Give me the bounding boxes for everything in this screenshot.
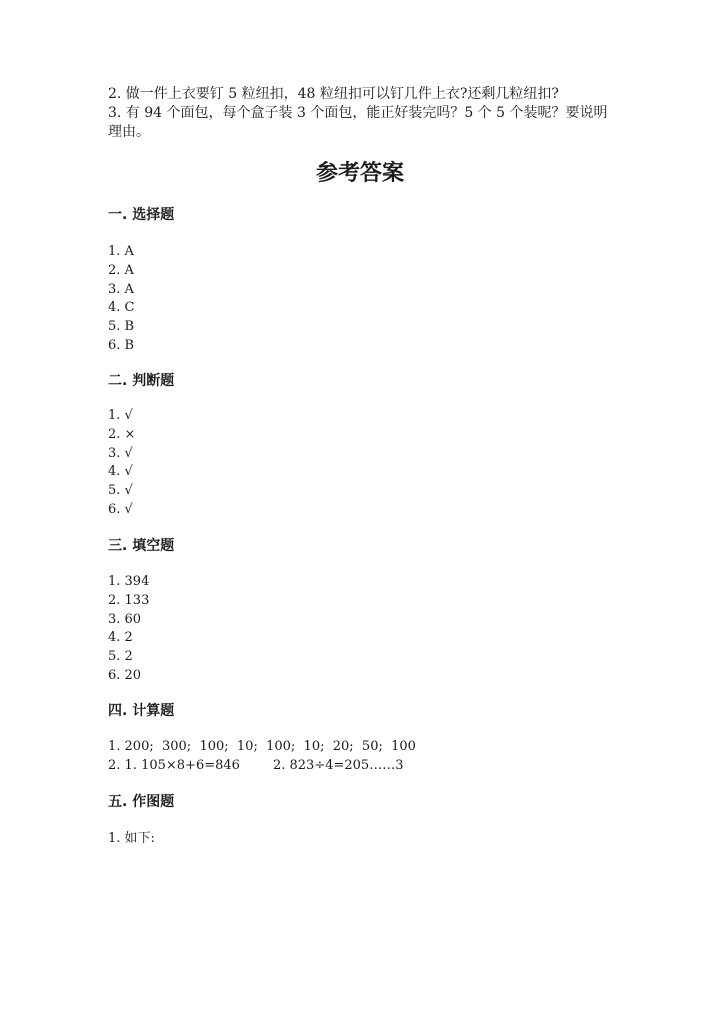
list-item: 4. C <box>108 300 135 316</box>
list-item: 3. √ <box>108 445 133 461</box>
intro-questions <box>108 85 608 142</box>
list-item: 3. 60 <box>108 611 142 627</box>
section-heading-drawing: 五. 作图题 <box>108 794 175 810</box>
page-title: 参考答案 <box>315 161 404 186</box>
list-item: 1. 394 <box>108 574 150 589</box>
list-item: 6. B <box>108 337 135 353</box>
list-item: 4. √ <box>108 464 133 480</box>
list-item: 1. 如下: <box>108 831 155 846</box>
list-item: 1. √ <box>108 408 133 423</box>
list-item: 6. √ <box>108 501 133 517</box>
answer-list-calculation <box>108 738 416 776</box>
list-item: 1. A <box>108 244 134 259</box>
question-3-line-2: 理由。 <box>108 124 150 140</box>
list-item: 2. × <box>108 426 136 442</box>
list-item: 3. A <box>108 281 134 297</box>
list-item: 5. 2 <box>108 649 133 665</box>
section-heading-true-false: 二. 判断题 <box>108 373 175 389</box>
list-item: 1. 200; 300; 100; 10; 100; 10; 20; 50; 100 <box>108 739 416 754</box>
section-heading-choice: 一. 选择题 <box>108 207 175 223</box>
question-3-line-1: 3. 有 94 个面包，每个盒子装 3 个面包，能正好装完吗？5 个 5 个装呢？要说明 <box>108 105 608 121</box>
answer-list-fill-blank <box>108 573 149 686</box>
list-item: 5. B <box>108 319 135 335</box>
list-item: 2. 133 <box>108 592 150 608</box>
answer-list-choice <box>108 243 134 356</box>
section-heading-calculation: 四. 计算题 <box>108 703 175 719</box>
answer-list-true-false <box>108 407 135 520</box>
list-item: 6. 20 <box>108 667 142 683</box>
question-2: 2. 做一件上衣要钉 5 粒纽扣，48 粒纽扣可以钉几件上衣?还剩几粒纽扣? <box>108 86 559 102</box>
list-item: 2. 1. 105×8+6=846 2. 823÷4=205……3 <box>108 757 404 773</box>
list-item: 4. 2 <box>108 630 133 646</box>
answer-list-drawing <box>108 830 155 849</box>
list-item: 2. A <box>108 262 134 278</box>
list-item: 5. √ <box>108 483 133 499</box>
section-heading-fill-blank: 三. 填空题 <box>108 538 175 554</box>
